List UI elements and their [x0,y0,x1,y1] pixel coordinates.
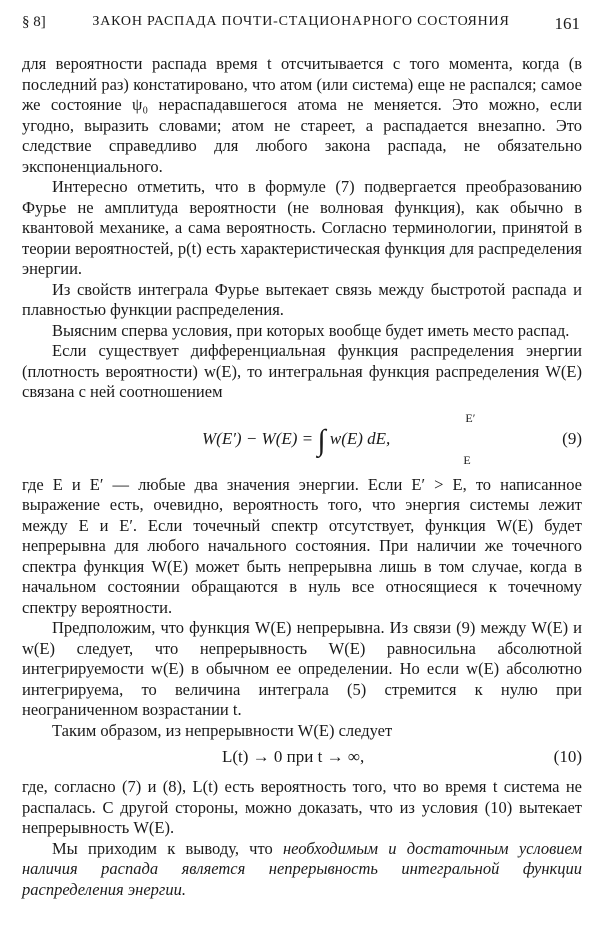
paragraph: Выясним сперва условия, при которых вообще будет иметь место распад. [52,320,570,340]
page-number: 161 [554,14,580,33]
conclusion-paragraph [22,839,582,901]
chapter-title: ЗАКОН РАСПАДА ПОЧТИ-СТАЦИОНАРНОГО СОСТОЯНИЯ [92,14,510,29]
equation-9-formula [202,410,476,467]
running-header [22,14,580,36]
paragraph: Если существует дифференциальная функция распределения энергии (плотность вероятности) w(E), то интегральная функция распределения W(E) связана с ней соотношением [22,341,582,401]
equation-10-formula: L(t) → 0 при t → ∞, [222,747,365,766]
conclusion-italic: необходимым и достаточным условием наличия распада является непрерывность интегральной функции распределения энергии. [22,838,582,899]
paragraph: где E и E′ — любые два значения энергии. Если E′ > E, то написанное выражение есть, очевидно, вероятность того, что энергия системы лежит между E и E′. Если точечный спектр отсутствует, функция W(E) будет непрерывна для любого начального состояния. При наличии же точечного спектра функция W(E) может быть непрерывна лишь в том случае, когда в начальном состоянии обращаются в нуль все относящиеся к точечному спектру вероятности. [22,474,582,617]
paragraph: Из свойств интеграла Фурье вытекает связь между быстротой распада и плавностью функции распределения. [22,279,582,319]
equation-9-lhs: W(E′) − W(E) = [202,428,318,448]
equation-10-number: (10) [553,747,582,766]
equation-9-integrand: w(E) dE, [325,428,391,448]
paragraph: где, согласно (7) и (8), L(t) есть вероятность того, что во время t система не распалась. С другой стороны, можно доказать, что из условия (10) вытекает непрерывность W(E). [22,777,582,837]
page-body [22,54,582,900]
integral-sign-icon: ∫ E′ E [317,424,325,457]
equation-9 [22,407,582,469]
integral-lower-limit: E [463,452,471,467]
paragraph: Таким образом, из непрерывности W(E) следует [52,720,393,740]
paragraph: Предположим, что функция W(E) непрерывна. Из связи (9) между W(E) и w(E) следует, что непрерывность W(E) равносильна абсолютной интегрируемости w(E) в обычном ее определении. Но если w(E) абсолютно интегрируема, то величина интеграла (5) стремится к нулю при неограниченном возрастании t. [22,618,582,719]
paragraph: Интересно отметить, что в формуле (7) подвергается преобразованию Фурье не амплитуда вероятности (не волновая функция), как обычно в квантовой механике, а сама вероятность. Согласно терминологии, принятой в теории вероятностей, p(t) есть характеристическая функция для распределения энергии. [22,177,582,278]
paragraph: для вероятности распада время t отсчитывается с того момента, когда (в последний раз) констатировано, что атом (или система) еще не распался; самое же состояние ψ₀ нераспадавшегося атома не меняется. Это можно, если угодно, выразить словами; атом не стареет, а распадается внезапно. Это следствие справедливо для любого закона распада, не обязательно экспоненциального. [22,54,582,176]
section-marker: § 8] [22,14,46,30]
integral-upper-limit: E′ [465,410,476,425]
equation-10 [22,743,582,777]
conclusion-lead: Мы приходим к выводу, что [52,838,283,858]
equation-9-number: (9) [562,428,582,448]
